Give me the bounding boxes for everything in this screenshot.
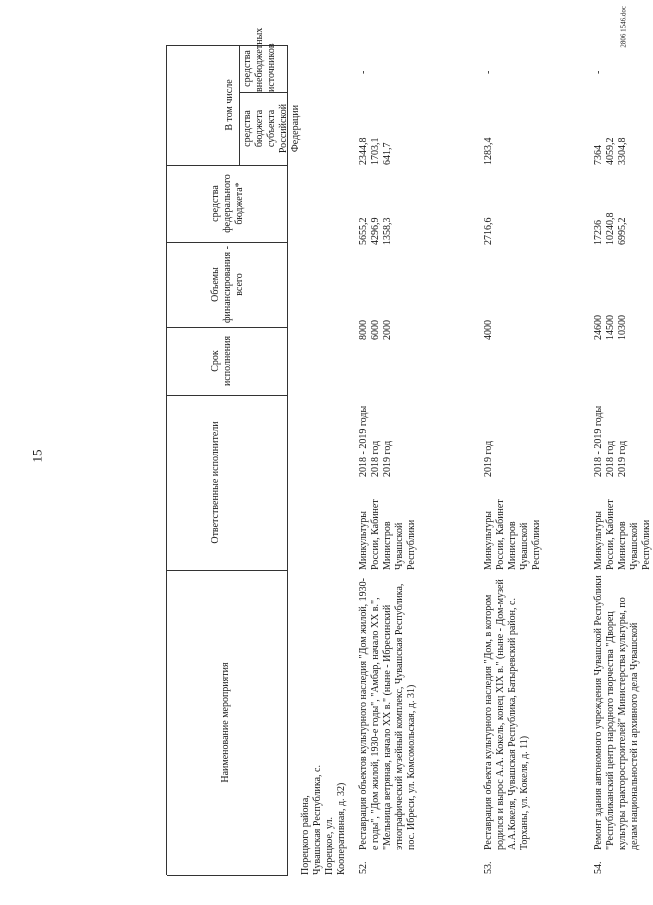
col-divider	[167, 875, 288, 876]
header-regional: средства бюджета субъекта Российской Федерации	[242, 103, 301, 154]
row-54-volume-2018: 14500	[605, 315, 616, 340]
table-border-top	[166, 45, 167, 875]
row-54-name: Ремонт здания автономного учреждения Чувашской Республики "Республиканский центр народного творчества "Дворец культуры тракторостроителей" Министерства культуры, по делам национальностей и архивного дела Чувашской	[593, 575, 640, 850]
row-53-regional: 1283,4	[483, 137, 494, 165]
row-52-federal-total: 5655,2	[358, 217, 369, 245]
row-54-volume-2019: 10300	[617, 315, 628, 340]
row-54-federal-2018: 10240,8	[605, 212, 616, 245]
row-52-volume-total: 8000	[358, 320, 369, 340]
header-term: Срок исполнения	[210, 335, 233, 387]
row-52-volume-2019: 2000	[382, 320, 393, 340]
document-filename: 2806 1546.doc	[619, 6, 628, 48]
header-federal: средства федерального бюджета*	[210, 174, 245, 233]
row-52-term-2018: 2018 год	[370, 440, 381, 477]
row-52-term-2019: 2019 год	[382, 440, 393, 477]
row-53-name: Реставрация объекта культурного наследия "Дом, в котором родился и вырос А.А. Кокель, конец XIX в." (ныне - Дом-музей А.А.Кокеля, Чувашская Республика, Батыревский район, с. Торханы, ул. Кокеля, д. 11)	[483, 579, 530, 850]
row-54-term-2018: 2018 год	[605, 440, 616, 477]
row-54-number: 54.	[593, 861, 604, 874]
row-continuation-name: Порецкого района, Чувашская Республика, с. Порецкое, ул. Кооперативная, д. 32)	[300, 765, 347, 875]
row-52-name: Реставрация объектов культурного наследия "Дом жилой, 1930-е годы", "Дом жилой, 1930-е годы", "Амбар, начало XX в.", "Мельница ветряная, начало XX в." (ныне - Ибресинский этнографический музейный комплекс, Чувашская Республика, пос. Ибреси, ул. Комсомольская, д. 31)	[358, 577, 417, 850]
row-54-term-2019: 2019 год	[617, 440, 628, 477]
header-bottom-line	[287, 45, 288, 875]
row-53-number: 53.	[483, 861, 494, 874]
row-54-regional-2018: 4059,2	[605, 137, 616, 165]
row-54-federal-2019: 6995,2	[617, 217, 628, 245]
page-number: 15	[29, 449, 45, 463]
subheader-line	[239, 45, 240, 165]
row-54-regional-2019: 3304,8	[617, 137, 628, 165]
row-52-volume-2018: 6000	[370, 320, 381, 340]
row-53-term: 2019 год	[483, 440, 494, 477]
row-52-number: 52.	[358, 861, 369, 874]
row-54-executors: Минкультуры России, Кабинет Министров Чувашской Республики	[593, 499, 652, 570]
row-52-term-total: 2018 - 2019 годы	[358, 405, 369, 477]
header-extra: средства внебюджетных источников	[242, 27, 277, 92]
row-53-extra: -	[483, 70, 494, 74]
header-volume: Объемы финансирования - всего	[210, 246, 245, 323]
row-52-regional-2018: 1703,1	[370, 137, 381, 165]
row-54-term-total: 2018 - 2019 годы	[593, 405, 604, 477]
header-name: Наименование мероприятия	[220, 662, 231, 783]
row-54-volume-total: 24600	[593, 315, 604, 340]
row-53-executors: Минкультуры России, Кабинет Министров Чувашской Республики	[483, 499, 542, 570]
row-52-federal-2019: 1358,3	[382, 217, 393, 245]
row-54-federal-total: 17236	[593, 220, 604, 245]
row-54-regional-total: 7364	[593, 145, 604, 165]
row-52-regional-total: 2344,8	[358, 137, 369, 165]
row-52-federal-2018: 4296,9	[370, 217, 381, 245]
row-53-federal: 2716,6	[483, 217, 494, 245]
header-executors: Ответственные исполнители	[210, 421, 221, 544]
row-54-extra: -	[593, 70, 604, 74]
row-52-regional-2019: 641,7	[382, 142, 393, 165]
row-52-executors: Минкультуры России, Кабинет Министров Чувашской Республики	[358, 499, 417, 570]
row-52-extra: -	[358, 70, 369, 74]
row-53-volume: 4000	[483, 320, 494, 340]
header-including: В том числе	[224, 79, 235, 131]
